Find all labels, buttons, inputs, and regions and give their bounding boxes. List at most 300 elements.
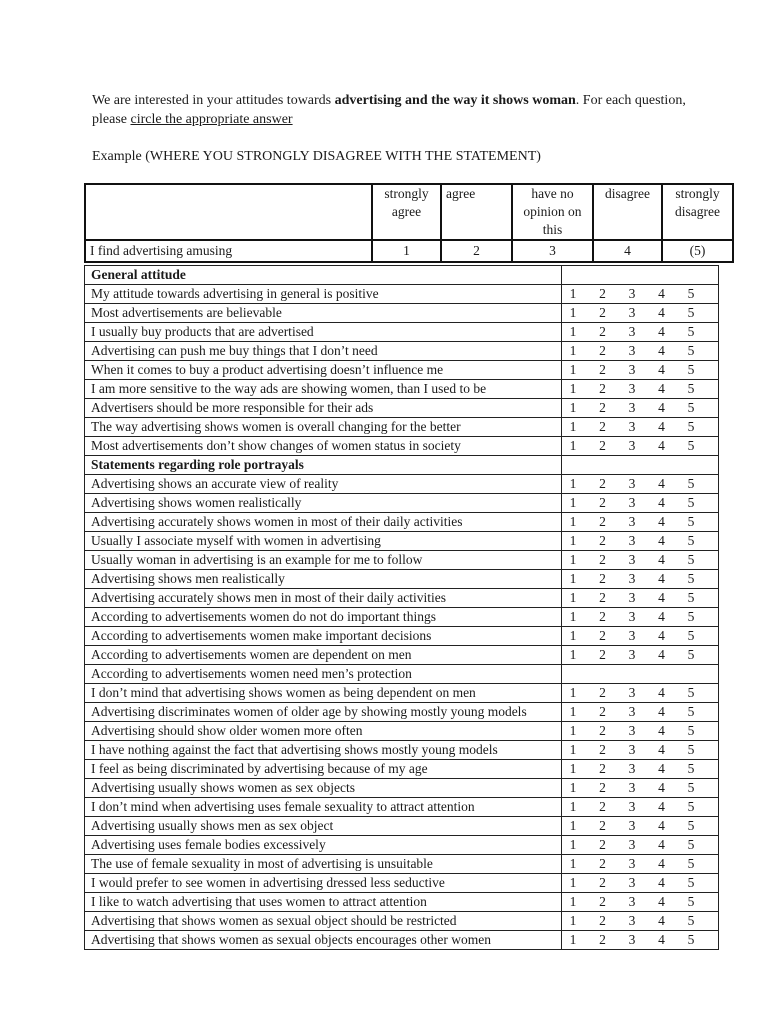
answer-option-4[interactable]: 4	[658, 685, 665, 701]
answer-option-5[interactable]: 5	[687, 419, 695, 435]
answer-option-1[interactable]: 1	[569, 761, 577, 777]
answer-scale-options	[562, 494, 718, 512]
question-row	[85, 893, 719, 912]
answer-option-1[interactable]: 1	[569, 362, 577, 378]
answer-option-1[interactable]: 1	[569, 647, 577, 663]
section-header-row	[85, 456, 719, 475]
answer-scale	[562, 380, 719, 399]
answer-option-2[interactable]: 2	[599, 305, 606, 321]
question-text: Advertising shows men realistically	[85, 570, 562, 589]
answer-scale-options	[562, 475, 718, 493]
question-row	[85, 437, 719, 456]
answer-option-5[interactable]: 5	[687, 400, 695, 416]
answer-option-1[interactable]: 1	[569, 913, 577, 929]
answer-scale	[562, 399, 719, 418]
answer-scale	[562, 513, 719, 532]
question-row	[85, 912, 719, 931]
answer-scale-options	[562, 418, 718, 436]
section-header-row	[85, 266, 719, 285]
question-text: My attitude towards advertising in general is positive	[85, 285, 562, 304]
example-header-strongly-agree: strongly agree	[372, 184, 441, 240]
answer-scale-options	[562, 703, 718, 721]
answer-option-3[interactable]: 3	[628, 742, 636, 758]
answer-option-4[interactable]: 4	[658, 894, 665, 910]
answer-scale	[562, 836, 719, 855]
answer-option-3[interactable]: 3	[628, 799, 636, 815]
answer-option-1[interactable]: 1	[569, 628, 577, 644]
answer-option-4[interactable]: 4	[658, 913, 665, 929]
answer-option-4[interactable]: 4	[658, 837, 665, 853]
answer-option-1[interactable]: 1	[569, 780, 577, 796]
question-row	[85, 798, 719, 817]
answer-option-3[interactable]: 3	[628, 723, 636, 739]
answer-option-2[interactable]: 2	[599, 495, 606, 511]
answer-option-1[interactable]: 1	[569, 400, 577, 416]
question-row	[85, 665, 719, 684]
answer-option-4[interactable]: 4	[658, 723, 665, 739]
question-row	[85, 285, 719, 304]
question-text: Advertising can push me buy things that I don’t need	[85, 342, 562, 361]
answer-scale-options	[562, 646, 718, 664]
question-row	[85, 551, 719, 570]
answer-option-1[interactable]: 1	[569, 438, 577, 454]
answer-scale	[562, 817, 719, 836]
example-row	[85, 240, 733, 262]
answer-option-1[interactable]: 1	[569, 419, 577, 435]
answer-option-2[interactable]: 2	[599, 799, 606, 815]
section-title: Statements regarding role portrayals	[85, 456, 562, 475]
answer-option-3[interactable]: 3	[628, 400, 636, 416]
answer-option-5[interactable]: 5	[687, 742, 695, 758]
answer-scale-options	[562, 760, 718, 778]
question-text: Advertising uses female bodies excessively	[85, 836, 562, 855]
answer-option-1[interactable]: 1	[569, 381, 577, 397]
answer-option-1[interactable]: 1	[569, 875, 577, 891]
question-text: Advertising discriminates women of older age by showing mostly young models	[85, 703, 562, 722]
answer-option-4[interactable]: 4	[658, 514, 665, 530]
answer-scale-options	[562, 380, 718, 398]
answer-scale	[562, 741, 719, 760]
answer-scale	[562, 570, 719, 589]
answer-option-2[interactable]: 2	[599, 400, 606, 416]
answer-option-5[interactable]: 5	[687, 913, 695, 929]
example-value-5-circled: (5)	[662, 240, 733, 262]
answer-option-2[interactable]: 2	[599, 590, 606, 606]
answer-option-3[interactable]: 3	[628, 875, 636, 891]
answer-option-4[interactable]: 4	[658, 609, 665, 625]
answer-scale-options	[562, 570, 718, 588]
answer-option-1[interactable]: 1	[569, 533, 577, 549]
answer-option-1[interactable]: 1	[569, 590, 577, 606]
example-value-1: 1	[372, 240, 441, 262]
answer-scale	[562, 627, 719, 646]
answer-option-4[interactable]: 4	[658, 875, 665, 891]
intro-text-1: We are interested in your attitudes towards	[92, 93, 335, 108]
answer-option-3[interactable]: 3	[628, 856, 636, 872]
answer-option-1[interactable]: 1	[569, 856, 577, 872]
answer-scale	[562, 494, 719, 513]
answer-option-1[interactable]: 1	[569, 932, 577, 948]
question-row	[85, 608, 719, 627]
answer-option-5[interactable]: 5	[687, 476, 695, 492]
answer-scale	[562, 608, 719, 627]
example-statement: I find advertising amusing	[85, 240, 372, 262]
answer-option-5[interactable]: 5	[687, 533, 695, 549]
answer-option-2[interactable]: 2	[599, 742, 606, 758]
answer-option-2[interactable]: 2	[599, 761, 606, 777]
answer-option-1[interactable]: 1	[569, 799, 577, 815]
answer-scale	[562, 779, 719, 798]
answer-scale-options	[562, 342, 718, 360]
answer-option-3[interactable]: 3	[628, 894, 636, 910]
answer-option-1[interactable]: 1	[569, 894, 577, 910]
intro-paragraph	[92, 91, 692, 129]
answer-option-4[interactable]: 4	[658, 780, 665, 796]
answer-option-3[interactable]: 3	[628, 495, 636, 511]
answer-option-5[interactable]: 5	[687, 571, 695, 587]
question-row	[85, 931, 719, 950]
question-text: The way advertising shows women is overall changing for the better	[85, 418, 562, 437]
question-row	[85, 342, 719, 361]
answer-scale	[562, 342, 719, 361]
answer-option-1[interactable]: 1	[569, 704, 577, 720]
answer-option-2[interactable]: 2	[599, 856, 606, 872]
question-row	[85, 741, 719, 760]
answer-option-3[interactable]: 3	[628, 609, 636, 625]
answer-option-2[interactable]: 2	[599, 837, 606, 853]
example-header-agree: agree	[441, 184, 512, 240]
questionnaire-table	[84, 265, 719, 950]
question-text: I feel as being discriminated by advertising because of my age	[85, 760, 562, 779]
answer-option-5[interactable]: 5	[687, 723, 695, 739]
answer-option-3[interactable]: 3	[628, 419, 636, 435]
answer-option-2[interactable]: 2	[599, 628, 606, 644]
answer-option-1[interactable]: 1	[569, 305, 577, 321]
answer-scale	[562, 646, 719, 665]
answer-option-4[interactable]: 4	[658, 647, 665, 663]
answer-option-2[interactable]: 2	[599, 362, 606, 378]
answer-option-5[interactable]: 5	[687, 628, 695, 644]
answer-option-2[interactable]: 2	[599, 647, 606, 663]
answer-scale-options	[562, 399, 718, 417]
answer-option-4[interactable]: 4	[658, 742, 665, 758]
question-text: According to advertisements women make important decisions	[85, 627, 562, 646]
answer-option-2[interactable]: 2	[599, 704, 606, 720]
question-text: Advertising usually shows men as sex object	[85, 817, 562, 836]
answer-option-2[interactable]: 2	[599, 476, 606, 492]
answer-scale	[562, 798, 719, 817]
answer-option-1[interactable]: 1	[569, 685, 577, 701]
question-row	[85, 494, 719, 513]
answer-option-3[interactable]: 3	[628, 685, 636, 701]
answer-option-5[interactable]: 5	[687, 362, 695, 378]
answer-option-3[interactable]: 3	[628, 913, 636, 929]
answer-option-3[interactable]: 3	[628, 818, 636, 834]
question-text: According to advertisements women need men’s protection	[85, 665, 562, 684]
answer-option-2[interactable]: 2	[599, 818, 606, 834]
answer-scale-options	[562, 836, 718, 854]
question-row	[85, 855, 719, 874]
question-text: Advertising accurately shows men in most of their daily activities	[85, 589, 562, 608]
answer-scale	[562, 323, 719, 342]
answer-scale-options	[562, 893, 718, 911]
answer-option-4[interactable]: 4	[658, 590, 665, 606]
question-text: I have nothing against the fact that advertising shows mostly young models	[85, 741, 562, 760]
question-text: According to advertisements women are dependent on men	[85, 646, 562, 665]
answer-option-4[interactable]: 4	[658, 381, 665, 397]
answer-option-3[interactable]: 3	[628, 381, 636, 397]
answer-option-4[interactable]: 4	[658, 856, 665, 872]
answer-option-2[interactable]: 2	[599, 571, 606, 587]
answer-scale	[562, 722, 719, 741]
question-text: The use of female sexuality in most of advertising is unsuitable	[85, 855, 562, 874]
answer-option-2[interactable]: 2	[599, 685, 606, 701]
example-header-no-opinion: have no opinion on this	[512, 184, 593, 240]
question-row	[85, 684, 719, 703]
answer-option-4[interactable]: 4	[658, 324, 665, 340]
answer-option-2[interactable]: 2	[599, 913, 606, 929]
answer-option-4[interactable]: 4	[658, 495, 665, 511]
answer-option-3[interactable]: 3	[628, 761, 636, 777]
answer-scale	[562, 456, 719, 475]
question-text: I am more sensitive to the way ads are showing women, than I used to be	[85, 380, 562, 399]
answer-option-4[interactable]: 4	[658, 419, 665, 435]
answer-scale-options	[562, 551, 718, 569]
answer-scale	[562, 703, 719, 722]
answer-scale	[562, 893, 719, 912]
answer-scale-options	[562, 608, 718, 626]
answer-option-4[interactable]: 4	[658, 533, 665, 549]
answer-option-2[interactable]: 2	[599, 419, 606, 435]
answer-option-1[interactable]: 1	[569, 742, 577, 758]
answer-option-1[interactable]: 1	[569, 818, 577, 834]
question-text: I don’t mind that advertising shows women as being dependent on men	[85, 684, 562, 703]
answer-option-1[interactable]: 1	[569, 723, 577, 739]
question-text: I like to watch advertising that uses women to attract attention	[85, 893, 562, 912]
answer-option-5[interactable]: 5	[687, 875, 695, 891]
answer-option-1[interactable]: 1	[569, 571, 577, 587]
answer-option-3[interactable]: 3	[628, 305, 636, 321]
question-text: Usually I associate myself with women in advertising	[85, 532, 562, 551]
answer-option-3[interactable]: 3	[628, 571, 636, 587]
answer-option-5[interactable]: 5	[687, 514, 695, 530]
answer-option-5[interactable]: 5	[687, 324, 695, 340]
question-row	[85, 475, 719, 494]
answer-option-5[interactable]: 5	[687, 704, 695, 720]
answer-option-2[interactable]: 2	[599, 438, 606, 454]
answer-option-3[interactable]: 3	[628, 780, 636, 796]
example-value-4: 4	[593, 240, 662, 262]
answer-scale-options	[562, 817, 718, 835]
answer-option-5[interactable]: 5	[687, 438, 695, 454]
answer-scale-options	[562, 684, 718, 702]
answer-option-3[interactable]: 3	[628, 324, 636, 340]
question-text: Usually woman in advertising is an example for me to follow	[85, 551, 562, 570]
example-header-strongly-disagree: strongly disagree	[662, 184, 733, 240]
question-row	[85, 589, 719, 608]
answer-option-4[interactable]: 4	[658, 286, 665, 302]
answer-option-4[interactable]: 4	[658, 932, 665, 948]
answer-option-5[interactable]: 5	[687, 799, 695, 815]
question-text: Most advertisements don’t show changes of women status in society	[85, 437, 562, 456]
answer-option-5[interactable]: 5	[687, 647, 695, 663]
answer-scale-options	[562, 304, 718, 322]
answer-option-5[interactable]: 5	[687, 761, 695, 777]
answer-option-4[interactable]: 4	[658, 571, 665, 587]
answer-option-4[interactable]: 4	[658, 362, 665, 378]
answer-scale	[562, 551, 719, 570]
answer-option-1[interactable]: 1	[569, 495, 577, 511]
question-row	[85, 836, 719, 855]
answer-option-3[interactable]: 3	[628, 438, 636, 454]
answer-option-1[interactable]: 1	[569, 552, 577, 568]
answer-option-5[interactable]: 5	[687, 305, 695, 321]
answer-scale	[562, 437, 719, 456]
question-row	[85, 646, 719, 665]
answer-scale-options	[562, 361, 718, 379]
answer-scale	[562, 304, 719, 323]
question-row	[85, 817, 719, 836]
question-row	[85, 323, 719, 342]
answer-option-5[interactable]: 5	[687, 837, 695, 853]
answer-scale-options	[562, 437, 718, 455]
answer-option-3[interactable]: 3	[628, 932, 636, 948]
answer-option-3[interactable]: 3	[628, 514, 636, 530]
answer-option-4[interactable]: 4	[658, 628, 665, 644]
answer-option-5[interactable]: 5	[687, 286, 695, 302]
answer-option-2[interactable]: 2	[599, 609, 606, 625]
question-text: Advertising that shows women as sexual objects encourages other women	[85, 931, 562, 950]
question-row	[85, 627, 719, 646]
answer-option-3[interactable]: 3	[628, 837, 636, 853]
answer-scale-options	[562, 912, 718, 930]
question-row	[85, 380, 719, 399]
answer-option-2[interactable]: 2	[599, 343, 606, 359]
question-row	[85, 703, 719, 722]
intro-bold-text: advertising and the way it shows woman	[334, 93, 576, 108]
answer-option-5[interactable]: 5	[687, 932, 695, 948]
answer-option-3[interactable]: 3	[628, 552, 636, 568]
answer-scale-options	[562, 589, 718, 607]
answer-option-2[interactable]: 2	[599, 514, 606, 530]
answer-option-3[interactable]: 3	[628, 628, 636, 644]
answer-scale-options	[562, 513, 718, 531]
answer-option-3[interactable]: 3	[628, 476, 636, 492]
section-title: General attitude	[85, 266, 562, 285]
answer-option-5[interactable]: 5	[687, 818, 695, 834]
answer-option-3[interactable]: 3	[628, 362, 636, 378]
question-text: Advertisers should be more responsible for their ads	[85, 399, 562, 418]
question-text: According to advertisements women do not do important things	[85, 608, 562, 627]
answer-option-5[interactable]: 5	[687, 685, 695, 701]
answer-option-3[interactable]: 3	[628, 286, 636, 302]
answer-option-2[interactable]: 2	[599, 552, 606, 568]
answer-option-4[interactable]: 4	[658, 343, 665, 359]
answer-option-1[interactable]: 1	[569, 286, 577, 302]
question-row	[85, 570, 719, 589]
answer-option-3[interactable]: 3	[628, 533, 636, 549]
answer-option-5[interactable]: 5	[687, 552, 695, 568]
answer-scale	[562, 912, 719, 931]
question-text: I don’t mind when advertising uses female sexuality to attract attention	[85, 798, 562, 817]
question-text: I usually buy products that are advertised	[85, 323, 562, 342]
answer-option-1[interactable]: 1	[569, 609, 577, 625]
answer-option-2[interactable]: 2	[599, 894, 606, 910]
question-text: Advertising accurately shows women in most of their daily activities	[85, 513, 562, 532]
answer-scale	[562, 266, 719, 285]
answer-option-2[interactable]: 2	[599, 780, 606, 796]
question-text: Advertising shows women realistically	[85, 494, 562, 513]
answer-option-5[interactable]: 5	[687, 381, 695, 397]
answer-option-2[interactable]: 2	[599, 875, 606, 891]
answer-scale	[562, 589, 719, 608]
answer-option-5[interactable]: 5	[687, 495, 695, 511]
answer-option-5[interactable]: 5	[687, 590, 695, 606]
answer-option-3[interactable]: 3	[628, 590, 636, 606]
example-value-3: 3	[512, 240, 593, 262]
intro-underlined-text: circle the appropriate answer	[130, 112, 293, 127]
example-header-row	[85, 184, 733, 240]
answer-option-3[interactable]: 3	[628, 343, 636, 359]
answer-option-4[interactable]: 4	[658, 400, 665, 416]
answer-option-3[interactable]: 3	[628, 704, 636, 720]
answer-option-3[interactable]: 3	[628, 647, 636, 663]
answer-option-4[interactable]: 4	[658, 799, 665, 815]
answer-option-2[interactable]: 2	[599, 533, 606, 549]
answer-scale	[562, 855, 719, 874]
answer-option-5[interactable]: 5	[687, 856, 695, 872]
answer-option-4[interactable]: 4	[658, 704, 665, 720]
answer-scale-options	[562, 741, 718, 759]
answer-scale-options	[562, 627, 718, 645]
answer-option-4[interactable]: 4	[658, 438, 665, 454]
answer-option-5[interactable]: 5	[687, 894, 695, 910]
question-row	[85, 722, 719, 741]
answer-scale	[562, 684, 719, 703]
answer-scale-options	[562, 931, 718, 949]
answer-option-1[interactable]: 1	[569, 476, 577, 492]
question-text: Most advertisements are believable	[85, 304, 562, 323]
answer-scale-options	[562, 323, 718, 341]
example-header-blank	[85, 184, 372, 240]
answer-option-1[interactable]: 1	[569, 343, 577, 359]
questionnaire-body	[85, 266, 719, 950]
example-table	[84, 183, 734, 263]
answer-option-1[interactable]: 1	[569, 324, 577, 340]
answer-option-1[interactable]: 1	[569, 837, 577, 853]
answer-option-2[interactable]: 2	[599, 381, 606, 397]
answer-option-2[interactable]: 2	[599, 324, 606, 340]
answer-option-5[interactable]: 5	[687, 609, 695, 625]
answer-option-4[interactable]: 4	[658, 476, 665, 492]
answer-option-4[interactable]: 4	[658, 305, 665, 321]
answer-option-4[interactable]: 4	[658, 818, 665, 834]
question-row	[85, 304, 719, 323]
answer-scale	[562, 931, 719, 950]
answer-option-2[interactable]: 2	[599, 932, 606, 948]
answer-option-2[interactable]: 2	[599, 723, 606, 739]
answer-option-5[interactable]: 5	[687, 780, 695, 796]
answer-option-2[interactable]: 2	[599, 286, 606, 302]
answer-scale	[562, 418, 719, 437]
answer-option-5[interactable]: 5	[687, 343, 695, 359]
answer-option-4[interactable]: 4	[658, 552, 665, 568]
question-row	[85, 779, 719, 798]
answer-option-4[interactable]: 4	[658, 761, 665, 777]
answer-scale-options	[562, 722, 718, 740]
question-row	[85, 532, 719, 551]
answer-option-1[interactable]: 1	[569, 514, 577, 530]
